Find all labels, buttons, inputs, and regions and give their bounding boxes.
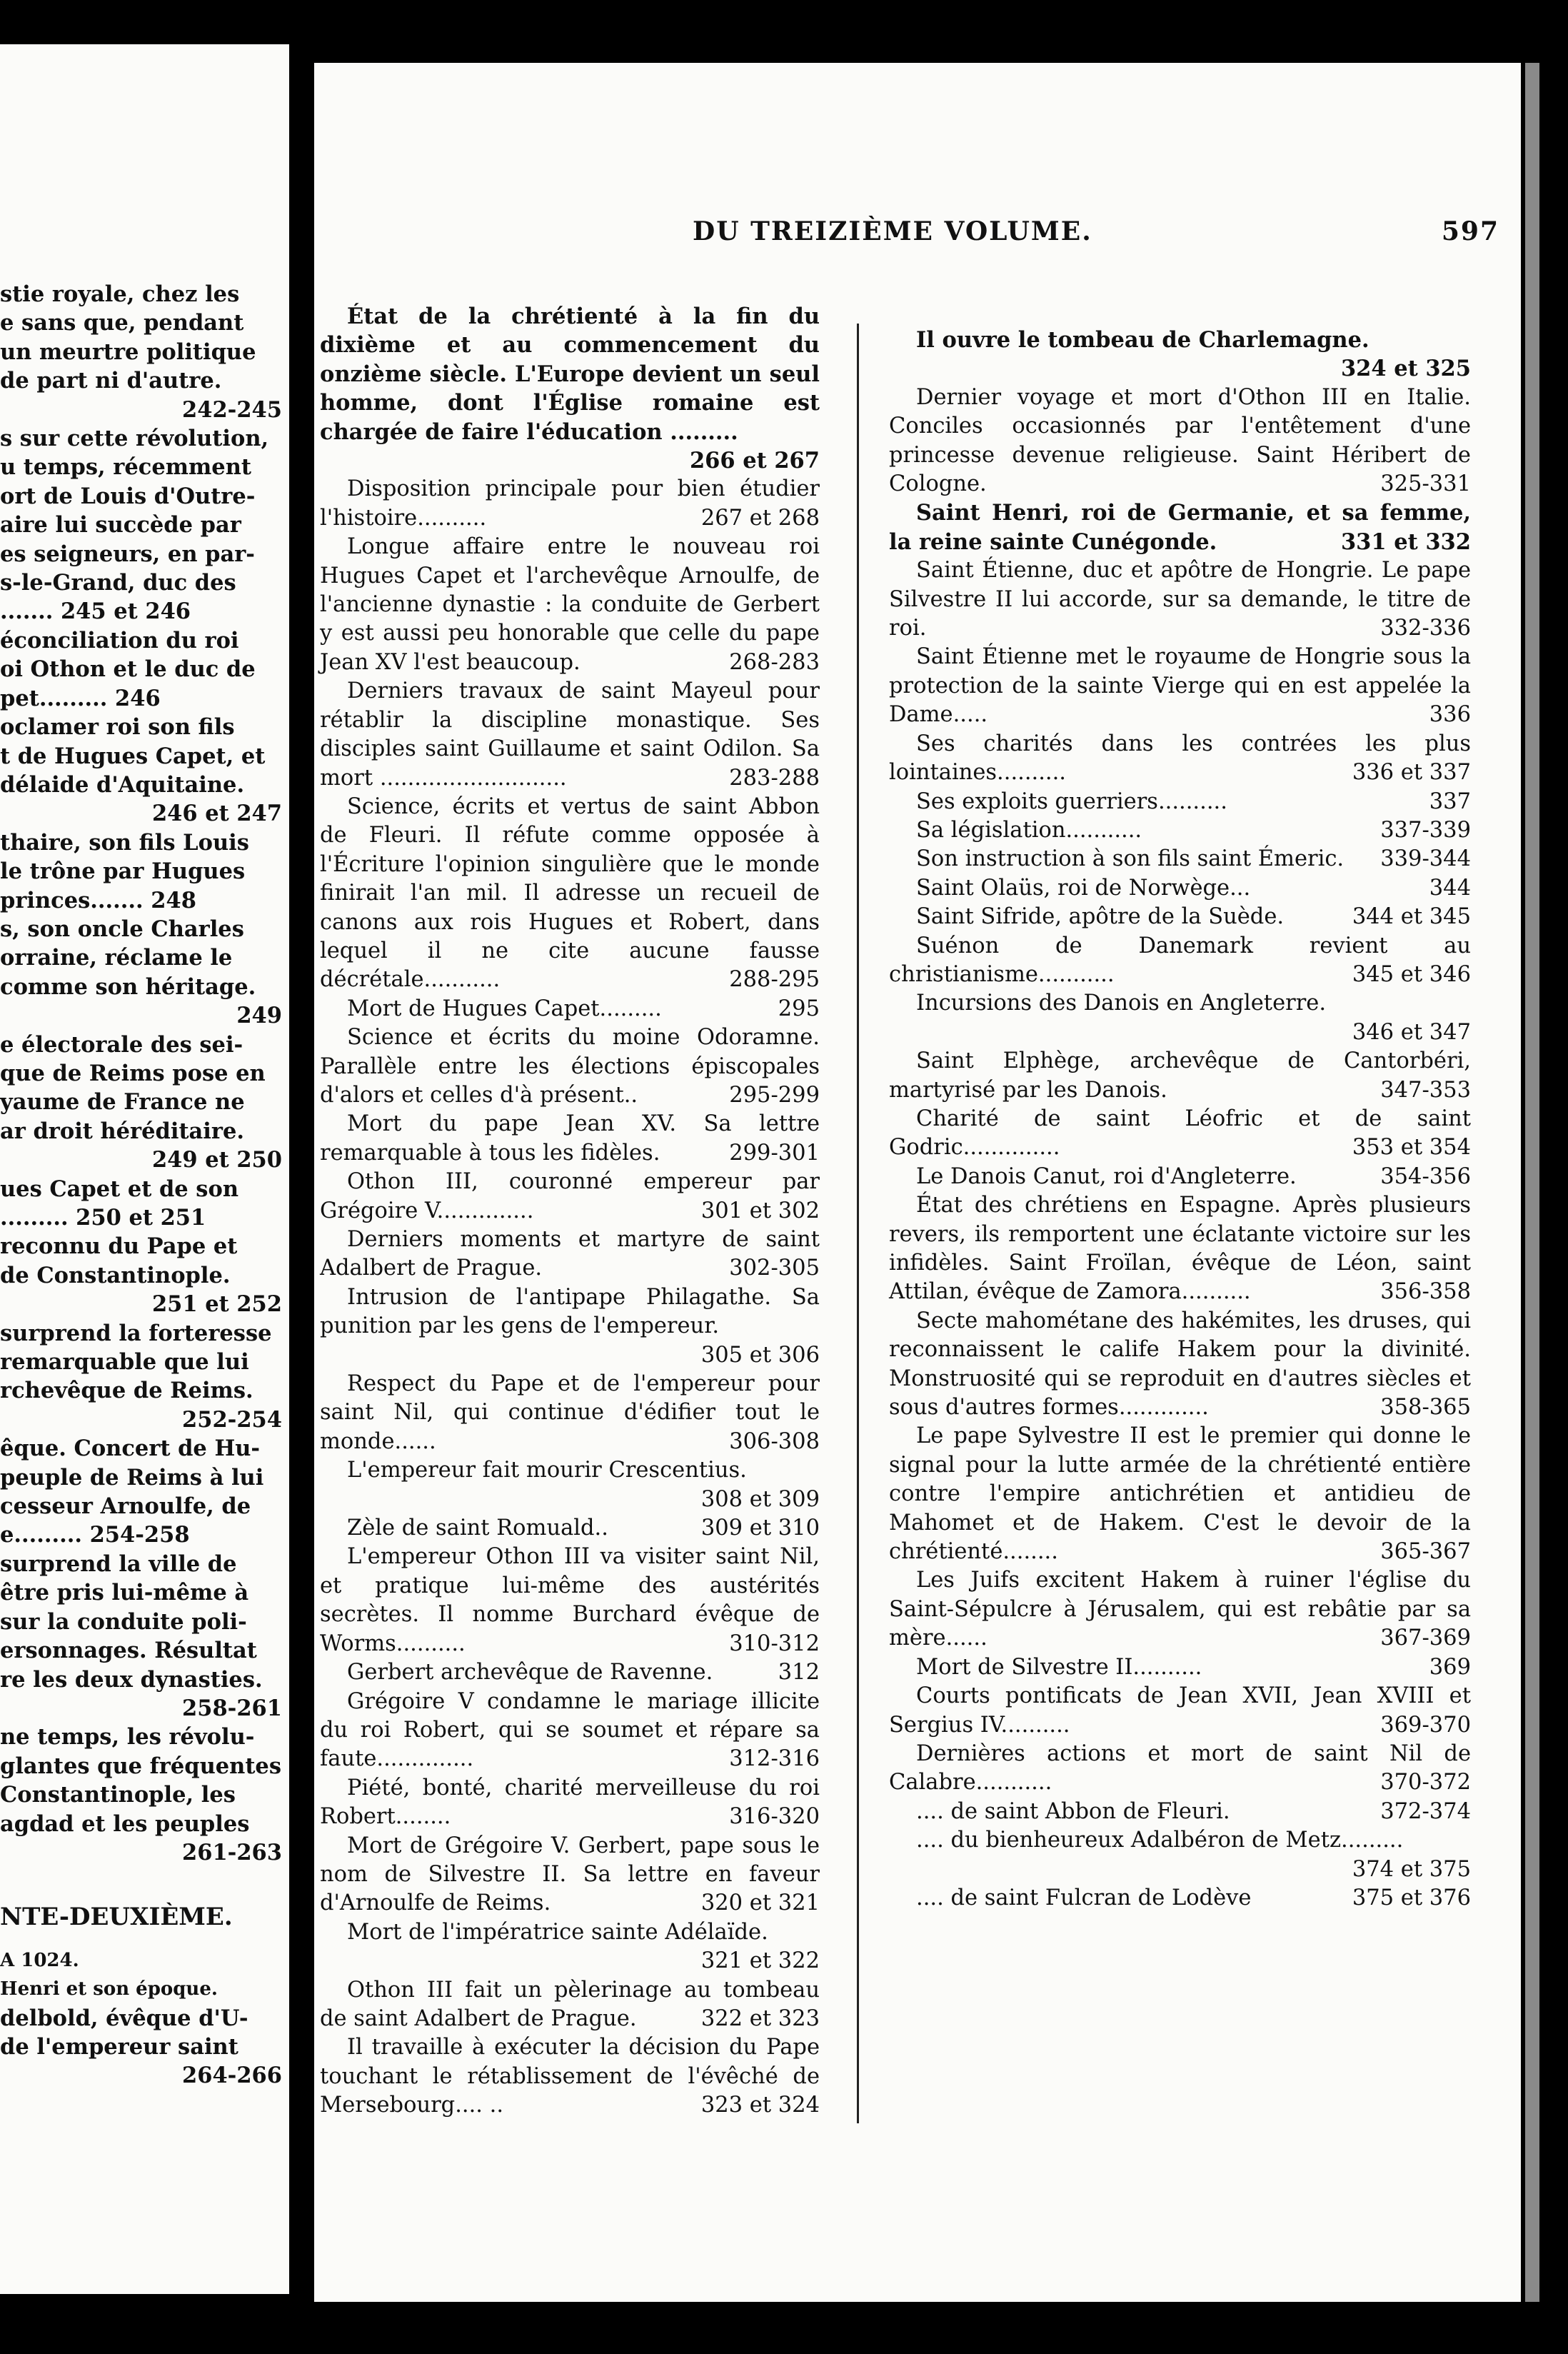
section-title: NTE-DEUXIÈME.	[0, 1903, 233, 1932]
entry-pages: 370-372	[1380, 1770, 1471, 1795]
entry-pages: 332-336	[1380, 616, 1471, 641]
index-entry	[889, 326, 1471, 384]
running-header	[314, 209, 1521, 252]
entry-text: Saint Étienne, duc et apôtre de Hongrie. Le pape Silvestre II lui accorde, sur sa demande, le titre de roi.	[889, 558, 1471, 641]
fragment-line: e électorale des sei-	[0, 1031, 243, 1058]
index-entry	[320, 1370, 820, 1456]
fragment-line: un meurtre politique	[0, 339, 256, 365]
entry-pages: 336	[1429, 702, 1471, 728]
fragment-line: yaume de France ne	[0, 1089, 245, 1116]
entry-pages: 325-331	[1380, 471, 1471, 497]
entry-text: Ses charités dans les contrées les plus lointaines..........	[889, 731, 1471, 786]
entry-text: Les Juifs excitent Hakem à ruiner l'église du Saint-Sépulcre à Jérusalem, qui est rebâtie par sa mère......	[889, 1568, 1471, 1651]
entry-pages: 323 et 324	[700, 2093, 820, 2118]
index-entry	[320, 475, 820, 533]
index-entry	[320, 793, 820, 995]
index-entry	[889, 1307, 1471, 1423]
entry-text: .... du bienheureux Adalbéron de Metz.........	[916, 1828, 1404, 1853]
entry-pages: 312	[778, 1660, 820, 1686]
entry-text: Science, écrits et vertus de saint Abbon de Fleuri. Il réfute comme opposée à l'Écriture l'opinion singulière que le monde finirait l'an mil. Il adresse un recueil de canons aux rois Hugues et Robert, dans lequel il ne cite aucune fausse décrétale...........	[320, 793, 820, 993]
left-page-text	[0, 280, 282, 2090]
entry-text: Saint Étienne met le royaume de Hongrie sous la protection de la sainte Vierge qui en est appelée la Dame.....	[889, 644, 1471, 728]
index-entry	[320, 1514, 820, 1543]
fragment-line: e......... 254-258	[0, 1522, 190, 1548]
entry-pages: 324 et 325	[1340, 356, 1471, 382]
entry-pages: 347-353	[1380, 1077, 1471, 1103]
fragment-line: peuple de Reims à lui	[0, 1464, 264, 1491]
fragment-line: thaire, son fils Louis	[0, 829, 249, 856]
index-entry	[889, 1653, 1471, 1682]
fragment-line: de part ni d'autre.	[0, 368, 222, 394]
fragment-line: oclamer roi son fils	[0, 714, 235, 741]
entry-pages: 344 et 345	[1352, 904, 1471, 930]
fragment-line: princes....... 248	[0, 887, 196, 913]
fragment-line: 252-254	[182, 1406, 282, 1433]
fragment-line: ......... 250 et 251	[0, 1205, 206, 1231]
entry-pages: 369-370	[1380, 1712, 1471, 1738]
entry-pages: 358-365	[1380, 1395, 1471, 1421]
entry-pages: 344	[1429, 875, 1471, 901]
index-entry	[889, 1191, 1471, 1307]
fragment-line: ar droit héréditaire.	[0, 1118, 244, 1144]
fragment-line: que de Reims pose en	[0, 1060, 266, 1086]
index-entry	[889, 499, 1471, 556]
index-entry	[320, 2033, 820, 2120]
section-subtitle: Henri et son époque.	[0, 1978, 218, 2000]
entry-text: Piété, bonté, charité merveilleuse du roi Robert........	[320, 1775, 820, 1830]
entry-pages: 375 et 376	[1352, 1885, 1471, 1910]
index-entry	[320, 533, 820, 677]
entry-text: .... de saint Fulcran de Lodève	[916, 1885, 1252, 1910]
entry-text: Saint Henri, roi de Germanie, et sa femme, la reine sainte Cunégonde.	[889, 500, 1471, 555]
index-entry	[320, 677, 820, 793]
entry-pages: 302-305	[729, 1256, 820, 1281]
entry-pages: 309 et 310	[700, 1516, 820, 1541]
fragment-line: re les deux dynasties.	[0, 1666, 263, 1693]
fragment-line: 264-266	[182, 2063, 282, 2089]
entry-pages: 331 et 332	[1340, 529, 1471, 555]
fragment-line: de l'empereur saint	[0, 2033, 238, 2060]
entry-text: Suénon de Danemark revient au christianisme...........	[889, 933, 1471, 987]
index-entry	[889, 1422, 1471, 1566]
fragment-line: stie royale, chez les	[0, 281, 240, 307]
index-entry	[320, 1918, 820, 1976]
entry-pages: 312-316	[729, 1746, 820, 1772]
index-entry	[889, 1740, 1471, 1798]
index-entry	[889, 1047, 1471, 1105]
entry-text: Le Danois Canut, roi d'Angleterre.	[916, 1163, 1297, 1189]
fragment-line: agdad et les peuples	[0, 1810, 250, 1837]
entry-text: Secte mahométane des hakémites, les druses, qui reconnaissent le calife Hakem pour la divinité. Monstruosité qui se reproduit en d'autres siècles et sous d'autres formes.............	[889, 1308, 1471, 1421]
page-edge-strip	[1525, 63, 1539, 2302]
fragment-line: 261-263	[182, 1839, 282, 1865]
fragment-line: ues Capet et de son	[0, 1176, 238, 1202]
index-entry	[889, 989, 1471, 1047]
index-entry	[889, 1798, 1471, 1826]
index-column-right	[889, 326, 1471, 1913]
entry-text: Sa législation...........	[916, 817, 1142, 843]
fragment-line: être pris lui-même à	[0, 1580, 249, 1606]
fragment-line: orraine, réclame le	[0, 945, 233, 971]
entry-text: Incursions des Danois en Angleterre.	[916, 991, 1327, 1016]
entry-text: État de la chrétienté à la fin du dixième et au commencement du onzième siècle. L'Europe devient un seul homme, dont l'Église romaine est chargée de faire l'éducation .........	[320, 304, 820, 445]
entry-text: Mort du pape Jean XV. Sa lettre remarquable à tous les fidèles.	[320, 1111, 820, 1166]
index-entry	[320, 1023, 820, 1110]
fragment-line: pet......... 246	[0, 685, 161, 711]
index-entry	[889, 1682, 1471, 1740]
entry-pages: 365-367	[1380, 1539, 1471, 1565]
entry-pages: 306-308	[729, 1428, 820, 1454]
entry-pages: 322 et 323	[700, 2005, 820, 2031]
entry-pages: 299-301	[729, 1140, 820, 1166]
section-year: A 1024.	[0, 1949, 79, 1971]
entry-pages: 337-339	[1380, 817, 1471, 843]
fragment-line: ....... 245 et 246	[0, 598, 191, 625]
fragment-line: de Constantinople.	[0, 1262, 231, 1288]
entry-text: Disposition principale pour bien étudier l'histoire..........	[320, 476, 820, 531]
fragment-line: le trône par Hugues	[0, 858, 246, 885]
fragment-line: 242-245	[182, 396, 282, 423]
entry-text: Courts pontificats de Jean XVII, Jean XVIII et Sergius IV..........	[889, 1683, 1471, 1738]
fragment-line: ersonnages. Résultat	[0, 1638, 257, 1664]
index-entry	[320, 1658, 820, 1687]
entry-text: .... de saint Abbon de Fleuri.	[916, 1798, 1230, 1824]
entry-text: Othon III fait un pèlerinage au tombeau de saint Adalbert de Prague.	[320, 1977, 820, 2031]
entry-text: Derniers travaux de saint Mayeul pour rétablir la discipline monastique. Ses disciples saint Guillaume et saint Odilon. Sa mort ...........................	[320, 678, 820, 791]
entry-pages: 337	[1429, 788, 1471, 814]
fragment-line: êque. Concert de Hu-	[0, 1436, 261, 1462]
left-page-fragment	[0, 44, 289, 2294]
index-entry	[889, 1163, 1471, 1191]
index-entry	[320, 302, 820, 475]
entry-text: Il ouvre le tombeau de Charlemagne.	[916, 327, 1370, 353]
index-entry	[889, 1826, 1471, 1884]
entry-pages: 354-356	[1380, 1163, 1471, 1189]
entry-text: Le pape Sylvestre II est le premier qui donne le signal pour la lutte armée de la chrétienté entière contre l'empire antichrétien et antidieu de Mahomet et de Hakem. C'est le devoir de la chrétienté........	[889, 1423, 1471, 1565]
entry-pages: 372-374	[1380, 1798, 1471, 1824]
entry-pages: 356-358	[1380, 1279, 1471, 1305]
entry-pages: 295-299	[729, 1082, 820, 1108]
fragment-line: rchevêque de Reims.	[0, 1378, 253, 1404]
entry-text: Gerbert archevêque de Ravenne.	[347, 1660, 713, 1686]
index-entry	[320, 1110, 820, 1168]
index-entry	[889, 845, 1471, 873]
entry-text: Saint Elphège, archevêque de Cantorbéri, martyrisé par les Danois.	[889, 1048, 1471, 1103]
fragment-line: reconnu du Pape et	[0, 1233, 238, 1260]
entry-pages: 353 et 354	[1352, 1135, 1471, 1161]
fragment-line: s-le-Grand, duc des	[0, 570, 236, 596]
fragment-line: e sans que, pendant	[0, 310, 244, 336]
fragment-line: cesseur Arnoulfe, de	[0, 1493, 251, 1520]
index-entry	[889, 384, 1471, 499]
fragment-line: 251 et 252	[151, 1291, 282, 1318]
fragment-line: remarquable que lui	[0, 1349, 249, 1376]
entry-text: Intrusion de l'antipape Philagathe. Sa punition par les gens de l'empereur.	[320, 1284, 820, 1339]
entry-pages: 301 et 302	[700, 1198, 820, 1223]
index-entry	[889, 903, 1471, 931]
fragment-line: sur la conduite poli-	[0, 1608, 247, 1635]
fragment-line: comme son héritage.	[0, 973, 256, 1000]
entry-text: Mort de l'impératrice sainte Adélaïde.	[347, 1919, 768, 1945]
index-entry	[320, 1832, 820, 1918]
fragment-line: t de Hugues Capet, et	[0, 743, 266, 769]
fragment-line: surprend la ville de	[0, 1551, 237, 1577]
index-entry	[320, 1774, 820, 1832]
index-entry	[889, 932, 1471, 990]
entry-pages: 316-320	[729, 1804, 820, 1830]
index-column-left	[320, 302, 820, 2120]
entry-text: Saint Sifride, apôtre de la Suède.	[916, 904, 1285, 930]
entry-pages: 308 et 309	[700, 1486, 820, 1512]
entry-text: Longue affaire entre le nouveau roi Hugues Capet et l'archevêque Arnoulfe, de l'ancienne dynastie : la conduite de Gerbert y est aussi peu honorable que celle du pape Jean XV l'est beaucoup.	[320, 534, 820, 675]
entry-text: L'empereur fait mourir Crescentius.	[347, 1458, 747, 1483]
index-entry	[320, 1168, 820, 1226]
fragment-line: s sur cette révolution,	[0, 426, 269, 452]
entry-text: Zèle de saint Romuald..	[347, 1516, 608, 1541]
entry-pages: 320 et 321	[700, 1890, 820, 1916]
entry-pages: 310-312	[729, 1631, 820, 1656]
fragment-line: ne temps, les révolu-	[0, 1724, 255, 1751]
fragment-line: surprend la forteresse	[0, 1320, 272, 1346]
fragment-line: s, son oncle Charles	[0, 916, 244, 942]
index-entry	[889, 1566, 1471, 1653]
entry-text: Saint Olaüs, roi de Norwège...	[916, 875, 1251, 901]
index-entry	[320, 1456, 820, 1514]
fragment-line: 258-261	[182, 1695, 282, 1721]
index-entry	[320, 1543, 820, 1658]
entry-text: Mort de Grégoire V. Gerbert, pape sous le nom de Silvestre II. Sa lettre en faveur d'Arnoulfe de Reims.	[320, 1833, 820, 1916]
fragment-line: éconciliation du roi	[0, 627, 239, 653]
entry-text: Ses exploits guerriers..........	[916, 788, 1227, 814]
fragment-line: glantes que fréquentes	[0, 1753, 281, 1779]
entry-pages: 374 et 375	[1352, 1856, 1471, 1882]
entry-pages: 288-295	[729, 967, 820, 993]
entry-pages: 266 et 267	[689, 448, 820, 474]
fragment-line: 249 et 250	[151, 1147, 282, 1173]
index-entry	[320, 995, 820, 1023]
index-entry	[320, 1226, 820, 1283]
fragment-line: es seigneurs, en par-	[0, 541, 255, 567]
entry-pages: 267 et 268	[700, 505, 820, 531]
index-entry	[320, 1283, 820, 1370]
fragment-line: delbold, évêque d'U-	[0, 2005, 248, 2031]
entry-pages: 321 et 322	[700, 1948, 820, 1974]
entry-pages: 345 et 346	[1352, 961, 1471, 987]
entry-text: Il travaille à exécuter la décision du Pape touchant le rétablissement de l'évêché de Mersebourg.... ..	[320, 2035, 820, 2118]
entry-pages: 367-369	[1380, 1626, 1471, 1651]
index-entry	[889, 1105, 1471, 1163]
index-entry	[889, 874, 1471, 903]
entry-pages: 295	[778, 996, 820, 1021]
page-number: 597	[1441, 216, 1499, 246]
entry-text: Dernier voyage et mort d'Othon III en Italie. Conciles occasionnés par l'entêtement d'une princesse devenue religieuse. Saint Héribert de Cologne.	[889, 384, 1471, 497]
page-title: DU TREIZIÈME VOLUME.	[693, 216, 1092, 246]
fragment-line: aire lui succède par	[0, 512, 241, 539]
index-entry	[889, 643, 1471, 729]
entry-pages: 283-288	[729, 765, 820, 791]
fragment-line: oi Othon et le duc de	[0, 656, 256, 683]
entry-text: Respect du Pape et de l'empereur pour saint Nil, qui continue d'édifier tout le monde......	[320, 1371, 820, 1454]
entry-pages: 305 et 306	[700, 1342, 820, 1368]
fragment-line: ort de Louis d'Outre-	[0, 483, 256, 509]
index-entry	[889, 816, 1471, 845]
fragment-line: u temps, récemment	[0, 454, 251, 481]
entry-text: Dernières actions et mort de saint Nil de Calabre...........	[889, 1741, 1471, 1795]
index-entry	[889, 1884, 1471, 1913]
entry-text: Mort de Hugues Capet.........	[347, 996, 662, 1021]
index-entry	[320, 1976, 820, 2034]
entry-pages: 369	[1429, 1654, 1471, 1680]
index-entry	[320, 1688, 820, 1774]
entry-pages: 268-283	[729, 649, 820, 675]
entry-text: Science et écrits du moine Odoramne. Parallèle entre les élections épiscopales d'alors et celles d'à présent..	[320, 1025, 820, 1108]
index-entry	[889, 788, 1471, 816]
entry-text: Derniers moments et martyre de saint Adalbert de Prague.	[320, 1227, 820, 1281]
entry-text: Mort de Silvestre II..........	[916, 1654, 1202, 1680]
index-entry	[889, 556, 1471, 643]
entry-text: Son instruction à son fils saint Émeric.	[916, 846, 1345, 872]
fragment-line: délaide d'Aquitaine.	[0, 771, 245, 798]
index-entry	[889, 730, 1471, 788]
entry-text: Grégoire V condamne le mariage illicite du roi Robert, qui se soumet et répare sa faute..............	[320, 1688, 820, 1772]
fragment-line: 246 et 247	[151, 801, 282, 827]
entry-pages: 339-344	[1380, 846, 1471, 872]
entry-text: L'empereur Othon III va visiter saint Nil, et pratique lui-même des austérités secrètes. Il nomme Burchard évêque de Worms..........	[320, 1544, 820, 1656]
fragment-line: 249	[236, 1003, 282, 1029]
main-page	[314, 63, 1521, 2302]
entry-pages: 336 et 337	[1352, 760, 1471, 786]
entry-text: État des chrétiens en Espagne. Après plusieurs revers, ils remportent une éclatante victoire sur les infidèles. Saint Froïlan, évêque de Léon, saint Attilan, évêque de Zamora..........	[889, 1193, 1471, 1305]
entry-text: Charité de saint Léofric et de saint Godric..............	[889, 1106, 1471, 1161]
fragment-line: Constantinople, les	[0, 1782, 236, 1808]
entry-text: Othon III, couronné empereur par Grégoire V..............	[320, 1169, 820, 1223]
entry-pages: 346 et 347	[1352, 1019, 1471, 1045]
column-divider	[857, 324, 859, 2123]
